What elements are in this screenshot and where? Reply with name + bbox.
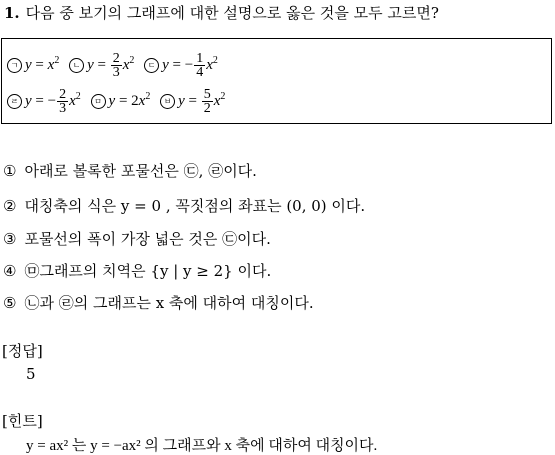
choice-number: ③ bbox=[3, 230, 17, 248]
fraction-numerator: 2 bbox=[59, 87, 67, 102]
choice-number: ⑤ bbox=[3, 294, 17, 312]
choice-text: 대칭축의 식은 y = 0 , 꼭짓점의 좌표는 (0, 0) 이다. bbox=[24, 197, 366, 215]
formula-exponent: 2 bbox=[145, 90, 151, 102]
formula-var: x bbox=[213, 92, 221, 109]
question-text: 다음 중 보기의 그래프에 대한 설명으로 옳은 것을 모두 고르면? bbox=[25, 4, 439, 22]
formula-sign: − bbox=[47, 92, 57, 109]
formula-eq: = bbox=[93, 56, 110, 73]
formula-exponent: 2 bbox=[220, 90, 226, 102]
box-item bbox=[5, 87, 81, 116]
choice-text: 포물선의 폭이 가장 넓은 것은 ㉢이다. bbox=[24, 230, 271, 248]
formula-coef: 2 bbox=[131, 92, 139, 109]
choice-4 bbox=[3, 260, 271, 281]
formula-eq: = bbox=[168, 56, 185, 73]
formula-lhs: y bbox=[25, 92, 32, 109]
formula-exponent: 2 bbox=[54, 54, 60, 66]
choice-text: ㉡과 ㉣의 그래프는 x 축에 대하여 대칭이다. bbox=[24, 294, 314, 312]
fraction-numerator: 5 bbox=[203, 87, 211, 102]
formula-exponent: 2 bbox=[129, 54, 135, 66]
formula-fraction bbox=[202, 88, 213, 115]
question bbox=[4, 2, 439, 23]
formula-eq: = bbox=[31, 92, 48, 109]
formula-lhs: y bbox=[87, 56, 94, 73]
formula-var: x bbox=[138, 92, 146, 109]
question-number: 1. bbox=[4, 4, 20, 22]
choice-number: ① bbox=[3, 162, 17, 180]
choice-number: ④ bbox=[3, 262, 17, 280]
fraction-denominator: 2 bbox=[203, 101, 211, 116]
formula-fraction bbox=[57, 88, 68, 115]
item-mark: ㄴ bbox=[69, 58, 84, 73]
choice-1 bbox=[3, 160, 257, 181]
choice-text: ㉤그래프의 치역은 {y | y ≥ 2} 이다. bbox=[24, 262, 272, 280]
formula-var: x bbox=[47, 56, 55, 73]
formula-sign: − bbox=[184, 56, 194, 73]
formula-lhs: y bbox=[25, 56, 32, 73]
formula-exponent: 2 bbox=[75, 90, 81, 102]
formula-var: x bbox=[122, 56, 130, 73]
formula-exponent: 2 bbox=[212, 54, 218, 66]
choice-text: 아래로 볼록한 포물선은 ㉢, ㉣이다. bbox=[24, 162, 257, 180]
formula-eq: = bbox=[31, 56, 48, 73]
box-item bbox=[89, 90, 151, 109]
box-item bbox=[158, 87, 226, 116]
fraction-numerator: 2 bbox=[112, 51, 120, 66]
answer-label: [정답] bbox=[2, 342, 43, 360]
item-mark: ㅁ bbox=[91, 94, 106, 109]
item-mark: ㄱ bbox=[7, 58, 22, 73]
choice-2 bbox=[3, 195, 365, 216]
box-row-1 bbox=[5, 52, 222, 79]
formula-fraction bbox=[194, 52, 205, 79]
fraction-denominator: 3 bbox=[112, 65, 120, 80]
formula-lhs: y bbox=[178, 92, 185, 109]
formula-eq: = bbox=[184, 92, 201, 109]
formula-var: x bbox=[206, 56, 213, 73]
formula-lhs: y bbox=[162, 56, 169, 73]
box-row-2 bbox=[5, 88, 229, 115]
item-mark: ㅂ bbox=[160, 94, 175, 109]
formula-eq: = bbox=[115, 92, 132, 109]
hint-text: y = ax² 는 y = −ax² 의 그래프와 x 축에 대하여 대칭이다. bbox=[26, 438, 378, 454]
fraction-numerator: 1 bbox=[196, 51, 204, 66]
formula-lhs: y bbox=[108, 92, 116, 109]
item-mark: ㄹ bbox=[7, 94, 22, 109]
choice-5 bbox=[3, 292, 314, 313]
hint-label: [힌트] bbox=[2, 412, 43, 430]
fraction-denominator: 4 bbox=[196, 65, 204, 80]
answer-value: 5 bbox=[26, 365, 36, 383]
box-item bbox=[67, 51, 135, 80]
item-mark: ㄷ bbox=[144, 58, 159, 73]
box-item bbox=[5, 54, 60, 73]
choice-3 bbox=[3, 228, 271, 249]
formula-var: x bbox=[69, 92, 76, 109]
fraction-denominator: 3 bbox=[59, 101, 67, 116]
formula-fraction bbox=[111, 52, 122, 79]
box-item bbox=[142, 51, 218, 80]
choice-number: ② bbox=[3, 197, 17, 215]
